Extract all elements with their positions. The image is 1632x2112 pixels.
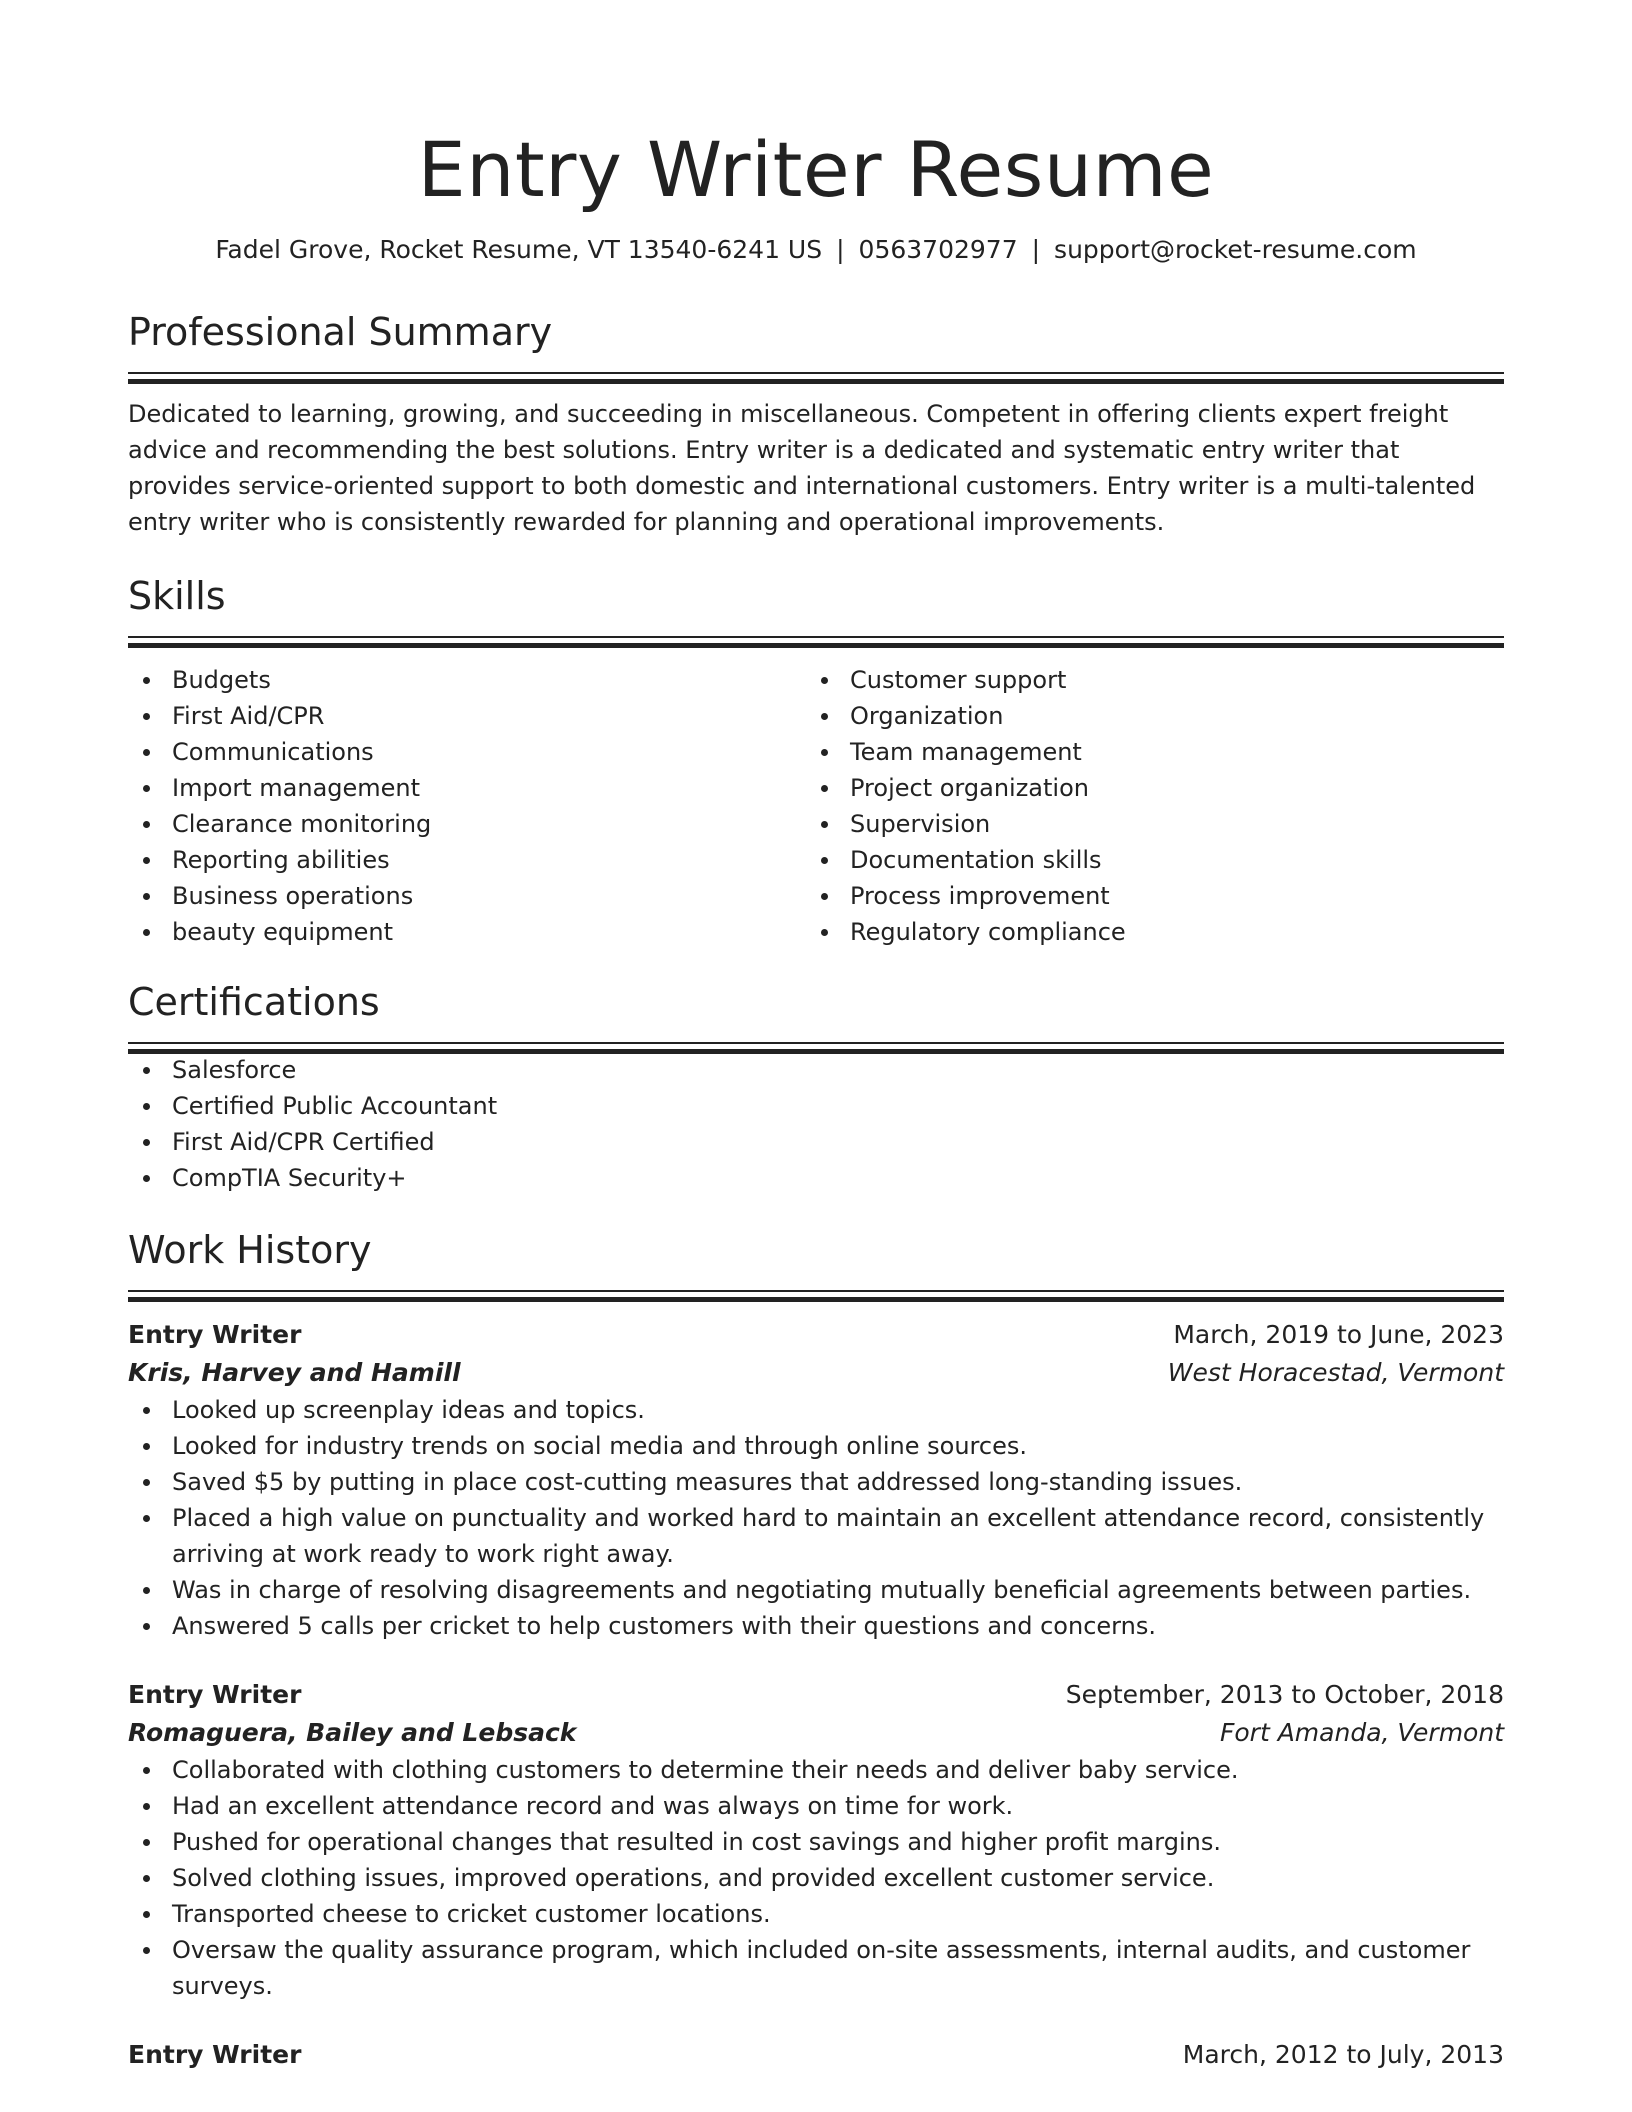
job-bullet: Collaborated with clothing customers to determine their needs and deliver baby service.	[128, 1752, 1504, 1788]
work-history-section	[128, 1224, 1504, 2074]
skill-item: Business operations	[128, 878, 806, 914]
skill-item: Customer support	[806, 662, 1484, 698]
certification-item: First Aid/CPR Certified	[128, 1124, 1504, 1160]
skills-list-left	[128, 662, 806, 950]
skill-item: Import management	[128, 770, 806, 806]
job-bullet: Looked for industry trends on social media and through online sources.	[128, 1428, 1504, 1464]
section-divider	[128, 372, 1504, 382]
job-dates: March, 2019 to June, 2023	[1173, 1320, 1504, 1349]
section-divider	[128, 1290, 1504, 1300]
job-location: Fort Amanda, Vermont	[1220, 1718, 1504, 1747]
job-header-row	[128, 1316, 1504, 1354]
job-title: Entry Writer	[128, 2040, 302, 2069]
section-heading-skills: Skills	[128, 574, 226, 618]
certifications-section	[128, 976, 1504, 1196]
job-bullet: Answered 5 calls per cricket to help customers with their questions and concerns.	[128, 1608, 1504, 1644]
professional-summary-section	[128, 306, 1504, 540]
contact-line	[128, 232, 1504, 268]
job-entry	[128, 1316, 1504, 1644]
job-header-row	[128, 1676, 1504, 1714]
skills-list-right	[806, 662, 1484, 950]
job-entry	[128, 1676, 1504, 2004]
section-heading-work-history: Work History	[128, 1228, 372, 1272]
skill-item: Project organization	[806, 770, 1484, 806]
section-divider	[128, 1042, 1504, 1052]
contact-separator: |	[1031, 235, 1041, 264]
job-company: Romaguera, Bailey and Lebsack	[128, 1718, 577, 1747]
summary-text: Dedicated to learning, growing, and succeeding in miscellaneous. Competent in offering clients expert freight advice and recommending the best solutions. Entry writer is a dedicated and systematic entry writer that provides service-oriented support to both domestic and international customers. Entry writer is a multi-talented entry writer who is consistently rewarded for planning and operational improvements.	[128, 400, 1476, 536]
job-entry	[128, 2036, 1504, 2074]
certification-item: Certified Public Accountant	[128, 1088, 1504, 1124]
certification-item: CompTIA Security+	[128, 1160, 1504, 1196]
skill-item: Clearance monitoring	[128, 806, 806, 842]
resume-title: Entry Writer Resume	[417, 125, 1215, 214]
job-bullet-list	[128, 1752, 1504, 2004]
job-bullet: Pushed for operational changes that resulted in cost savings and higher profit margins.	[128, 1824, 1504, 1860]
job-bullet: Transported cheese to cricket customer locations.	[128, 1896, 1504, 1932]
contact-separator: |	[836, 235, 845, 264]
job-company: Kris, Harvey and Hamill	[128, 1358, 461, 1387]
skill-item: beauty equipment	[128, 914, 806, 950]
job-bullet: Solved clothing issues, improved operations, and provided excellent customer service.	[128, 1860, 1504, 1896]
section-heading-summary: Professional Summary	[128, 310, 553, 354]
job-dates: March, 2012 to July, 2013	[1182, 2040, 1504, 2069]
skill-item: Supervision	[806, 806, 1484, 842]
job-company-row	[128, 1354, 1504, 1392]
job-bullet-list	[128, 1392, 1504, 1644]
skill-item: First Aid/CPR	[128, 698, 806, 734]
job-bullet: Saved $5 by putting in place cost-cutting measures that addressed long-standing issues.	[128, 1464, 1504, 1500]
job-bullet: Placed a high value on punctuality and worked hard to maintain an excellent attendance record, consistently arriving at work ready to work right away.	[128, 1500, 1504, 1572]
skill-item: Budgets	[128, 662, 806, 698]
skill-item: Process improvement	[806, 878, 1484, 914]
skill-item: Reporting abilities	[128, 842, 806, 878]
job-company-row	[128, 1714, 1504, 1752]
certification-item: Salesforce	[128, 1052, 1504, 1088]
skill-item: Communications	[128, 734, 806, 770]
skill-item: Organization	[806, 698, 1484, 734]
section-heading-certifications: Certifications	[128, 980, 380, 1024]
section-divider	[128, 636, 1504, 646]
job-dates: September, 2013 to October, 2018	[1065, 1680, 1504, 1709]
job-title: Entry Writer	[128, 1320, 302, 1349]
contact-address: Fadel Grove, Rocket Resume, VT 13540-6241 US	[215, 235, 823, 264]
skill-item: Documentation skills	[806, 842, 1484, 878]
contact-email: support@rocket-resume.com	[1054, 235, 1417, 264]
job-bullet: Oversaw the quality assurance program, which included on-site assessments, internal audits, and customer surveys.	[128, 1932, 1504, 2004]
contact-phone: 0563702977	[858, 235, 1018, 264]
skill-item: Regulatory compliance	[806, 914, 1484, 950]
certifications-list	[128, 1052, 1504, 1196]
job-header-row	[128, 2036, 1504, 2074]
job-title: Entry Writer	[128, 1680, 302, 1709]
job-bullet: Looked up screenplay ideas and topics.	[128, 1392, 1504, 1428]
skill-item: Team management	[806, 734, 1484, 770]
job-bullet: Had an excellent attendance record and was always on time for work.	[128, 1788, 1504, 1824]
resume-content	[128, 0, 1504, 2074]
job-location: West Horacestad, Vermont	[1167, 1358, 1504, 1387]
skills-section	[128, 570, 1504, 950]
skills-grid	[128, 662, 1504, 950]
job-bullet: Was in charge of resolving disagreements and negotiating mutually beneficial agreements between parties.	[128, 1572, 1504, 1608]
